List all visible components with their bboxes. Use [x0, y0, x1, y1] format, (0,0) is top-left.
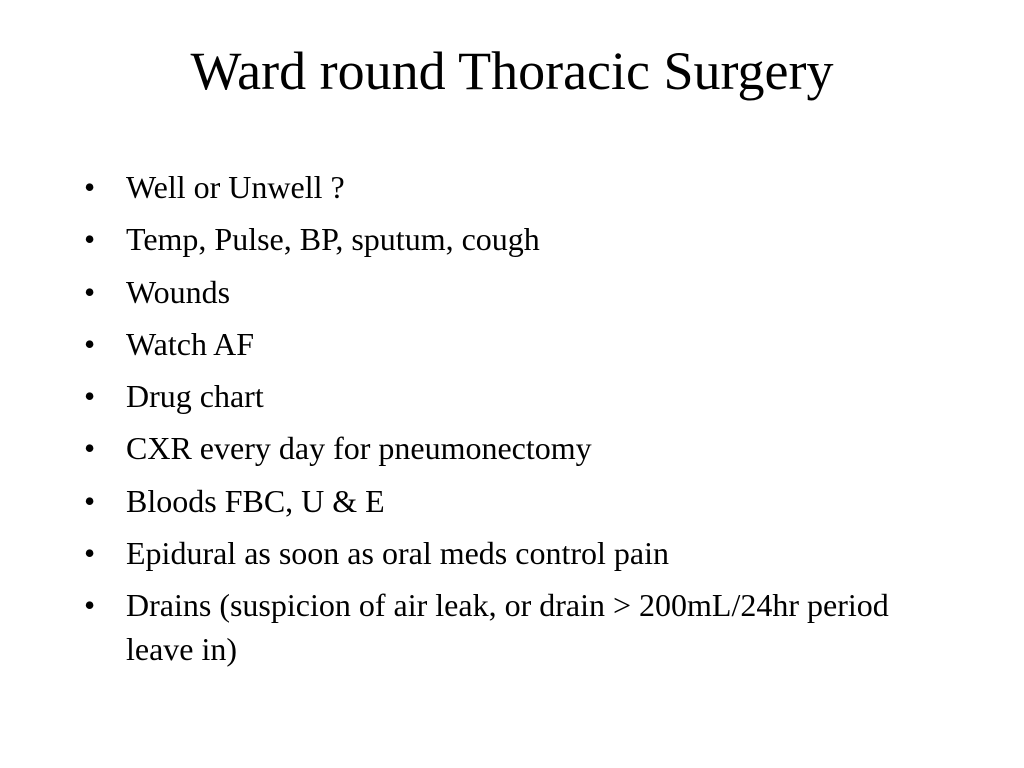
list-item-text: CXR every day for pneumonectomy	[126, 430, 592, 467]
list-item-epidural	[84, 531, 944, 575]
list-item-well-or-unwell	[84, 165, 944, 209]
list-item-bloods	[84, 479, 944, 523]
bullet-icon: •	[84, 273, 96, 310]
bullet-icon: •	[84, 221, 96, 258]
bullet-icon: •	[84, 535, 96, 572]
bullet-icon: •	[84, 430, 96, 467]
list-item-cxr	[84, 426, 944, 470]
list-item-text: Bloods FBC, U & E	[126, 482, 385, 519]
list-item-drug-chart	[84, 374, 944, 418]
list-item-text: Watch AF	[126, 325, 255, 362]
list-item-text: Wounds	[126, 273, 231, 310]
list-item-text: Well or Unwell ?	[126, 169, 345, 205]
list-item-vitals	[84, 217, 944, 261]
bullet-icon: •	[84, 587, 96, 624]
list-item-text: Epidural as soon as oral meds control pain	[126, 535, 669, 572]
list-item-text: Drains (suspicion of air leak, or drain > 200mL/24hr period leave in)	[126, 587, 889, 668]
bullet-icon: •	[84, 325, 96, 362]
slide-title: Ward round Thoracic Surgery	[190, 41, 834, 101]
bullet-icon: •	[84, 482, 96, 519]
bullet-icon: •	[84, 378, 96, 415]
list-item-wounds	[84, 270, 944, 314]
list-item-text: Temp, Pulse, BP, sputum, cough	[126, 221, 540, 258]
list-item-text: Drug chart	[126, 378, 264, 415]
list-item-watch-af	[84, 322, 944, 366]
bullet-list	[84, 165, 944, 680]
list-item-drains	[84, 583, 944, 671]
bullet-icon: •	[84, 169, 96, 205]
